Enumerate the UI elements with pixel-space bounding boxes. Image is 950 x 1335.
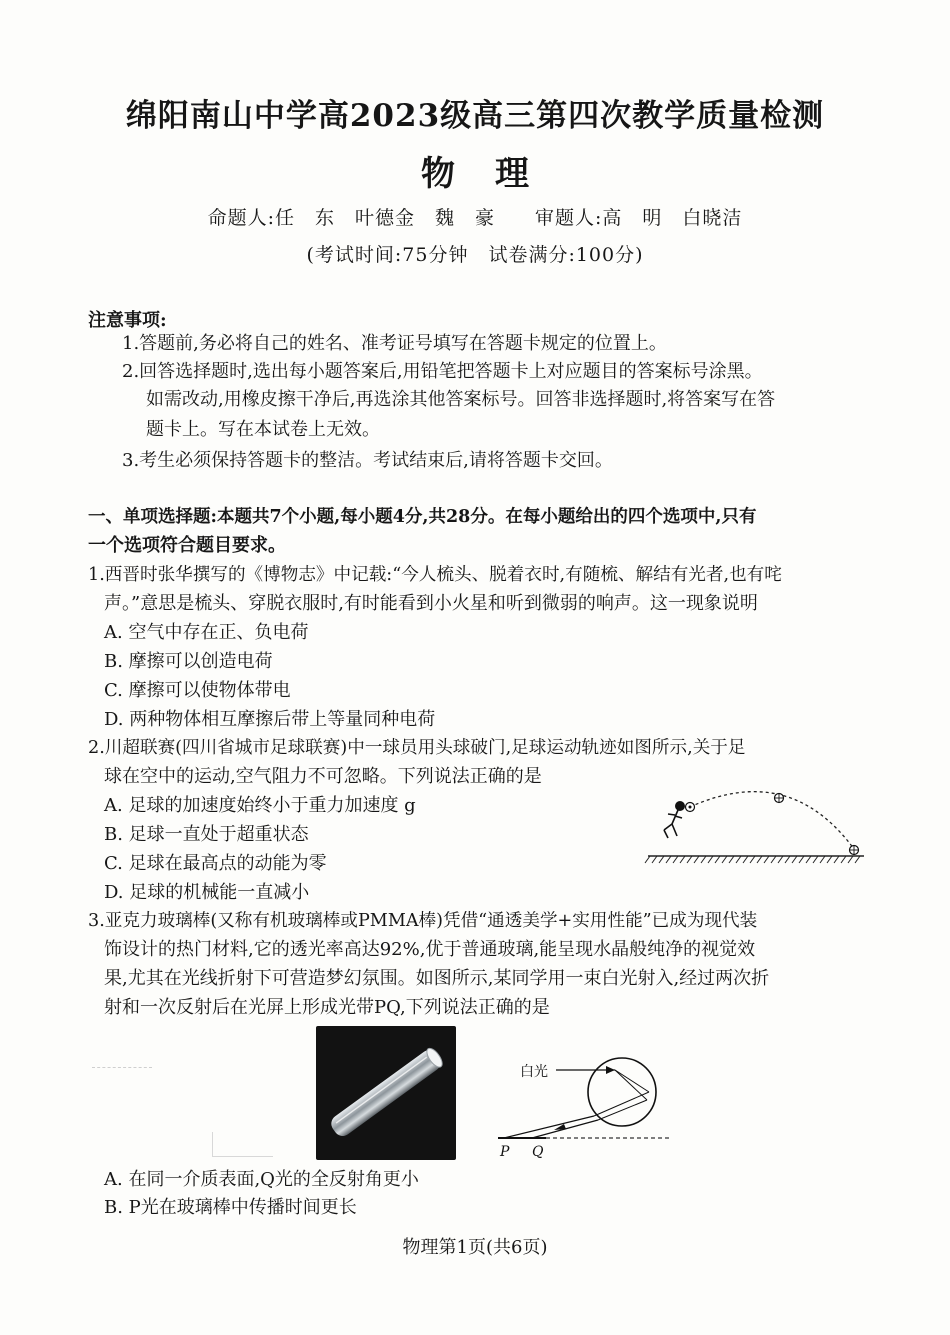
light-refraction-figure bbox=[494, 1052, 672, 1162]
notice-line-4: 题卡上。写在本试卷上无效。 bbox=[146, 419, 380, 440]
q1-stem-2: 声。”意思是梳头、穿脱衣服时,有时能看到小火星和听到微弱的响声。这一现象说明 bbox=[104, 593, 758, 614]
notice-line-1: 1.答题前,务必将自己的姓名、准考证号填写在答题卡规定的位置上。 bbox=[122, 333, 667, 354]
q1-option-a: A. 空气中存在正、负电荷 bbox=[104, 622, 309, 643]
football-trajectory-figure bbox=[640, 782, 872, 870]
q2-option-c: C. 足球在最高点的动能为零 bbox=[104, 853, 327, 874]
authors-line: 命题人:任 东 叶德金 魏 豪 审题人:高 明 白晓洁 bbox=[207, 207, 743, 229]
page-footer: 物理第1页(共6页) bbox=[402, 1237, 548, 1258]
q2-stem-2: 球在空中的运动,空气阻力不可忽略。下列说法正确的是 bbox=[104, 766, 542, 787]
q1-option-d: D. 两种物体相互摩擦后带上等量同种电荷 bbox=[104, 709, 436, 730]
q3-stem-1: 3.亚克力玻璃棒(又称有机玻璃棒或PMMA棒)凭借“通透美学+实用性能”已成为现代装 bbox=[88, 911, 758, 931]
q3-option-a: A. 在同一介质表面,Q光的全反射角更小 bbox=[104, 1169, 419, 1190]
scan-smudge bbox=[212, 1132, 273, 1157]
exam-title: 绵阳南山中学高2023级高三第四次教学质量检测 bbox=[125, 98, 825, 134]
section1-heading-1: 一、单项选择题:本题共7个小题,每小题4分,共28分。在每小题给出的四个选项中,只有 bbox=[88, 507, 757, 527]
label-q: Q bbox=[532, 1144, 544, 1160]
notice-line-5: 3.考生必须保持答题卡的整洁。考试结束后,请将答题卡交回。 bbox=[122, 450, 613, 471]
notice-heading: 注意事项: bbox=[88, 310, 167, 331]
q3-option-b: B. P光在玻璃棒中传播时间更长 bbox=[104, 1197, 357, 1218]
football-icon bbox=[686, 803, 695, 812]
football-icon bbox=[850, 846, 859, 855]
subject-title: 物理 bbox=[421, 154, 569, 194]
player-figure bbox=[664, 802, 684, 838]
notice-line-2: 2.回答选择题时,选出每小题答案后,用铅笔把答题卡上对应题目的答案标号涂黑。 bbox=[122, 361, 763, 382]
q3-stem-4: 射和一次反射后在光屏上形成光带PQ,下列说法正确的是 bbox=[104, 997, 550, 1018]
q1-option-c: C. 摩擦可以使物体带电 bbox=[104, 680, 291, 701]
q1-stem-1: 1.西晋时张华撰写的《博物志》中记载:“今人梳头、脱着衣时,有随梳、解结有光者,也有咤 bbox=[88, 565, 782, 585]
label-p: P bbox=[500, 1144, 510, 1160]
scan-smudge bbox=[92, 1067, 152, 1072]
q2-option-d: D. 足球的机械能一直减小 bbox=[104, 882, 310, 903]
acrylic-rod-photo bbox=[316, 1026, 456, 1160]
time-info: (考试时间:75分钟 试卷满分:100分) bbox=[306, 244, 644, 266]
q2-option-b: B. 足球一直处于超重状态 bbox=[104, 824, 309, 845]
q2-option-a: A. 足球的加速度始终小于重力加速度 g bbox=[104, 795, 416, 816]
q2-stem-1: 2.川超联赛(四川省城市足球联赛)中一球员用头球破门,足球运动轨迹如图所示,关于足 bbox=[88, 738, 746, 758]
football-icon bbox=[775, 794, 784, 803]
q3-stem-2: 饰设计的热门材料,它的透光率高达92%,优于普通玻璃,能呈现水晶般纯净的视觉效 bbox=[104, 939, 756, 960]
q3-stem-3: 果,尤其在光线折射下可营造梦幻氛围。如图所示,某同学用一束白光射入,经过两次折 bbox=[104, 968, 770, 989]
notice-line-3: 如需改动,用橡皮擦干净后,再选涂其他答案标号。回答非选择题时,将答案写在答 bbox=[146, 389, 776, 410]
white-light-label: 白光 bbox=[520, 1064, 548, 1080]
q1-option-b: B. 摩擦可以创造电荷 bbox=[104, 651, 273, 672]
section1-heading-2: 一个选项符合题目要求。 bbox=[88, 535, 286, 556]
